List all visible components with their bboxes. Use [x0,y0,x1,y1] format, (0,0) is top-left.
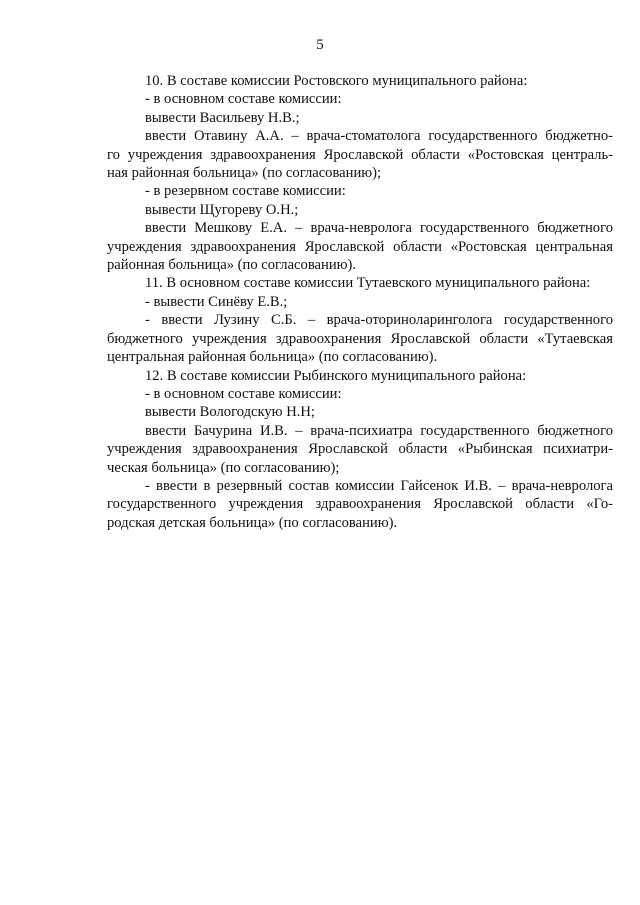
text-line: ческая больница» (по согласованию); [107,459,340,476]
text-line: вывести Щугореву О.Н.; [145,201,299,218]
text-line: вывести Вологодскую Н.Н; [145,404,315,421]
text-line: - в основном составе комиссии: [145,385,342,402]
text-line: центральная районная больница» (по согласованию). [107,349,438,366]
text-line: ввести Мешкову Е.А. – врача-невролога государственного бюджетного [145,220,613,237]
document-body [107,72,613,532]
text-line: родская детская больница» (по согласованию). [107,514,398,531]
text-line: - ввести Лузину С.Б. – врача-оториноларинголога государственного [145,312,613,329]
text-line: бюджетного учреждения здравоохранения Ярославской области «Тутаевская [107,330,613,347]
text-line: - ввести в резервный состав комиссии Гайсенок И.В. – врача-невролога [145,477,613,494]
text-line: 11. В основном составе комиссии Тутаевского муниципального района: [145,275,591,292]
page-number: 5 [316,37,324,53]
text-line: ввести Бачурина И.В. – врача-психиатра государственного бюджетного [145,422,613,439]
text-line: учреждения здравоохранения Ярославской области «Ростовская центральная [107,238,613,255]
text-line: го учреждения здравоохранения Ярославской области «Ростовская централь- [107,146,613,163]
text-line: 12. В составе комиссии Рыбинского муниципального района: [145,367,527,384]
text-line: государственного учреждения здравоохранения Ярославской области «Го- [107,496,613,513]
text-line: 10. В составе комиссии Ростовского муниципального района: [145,73,528,89]
text-line: учреждения здравоохранения Ярославской области «Рыбинская психиатри- [107,441,613,458]
text-line: - вывести Синёву Е.В.; [145,293,288,310]
text-line: вывести Васильеву Н.В.; [145,109,300,126]
text-line: ввести Отавину А.А. – врача-стоматолога государственного бюджетно- [145,128,613,145]
text-line: - в основном составе комиссии: [145,91,342,108]
text-line: районная больница» (по согласованию). [107,257,357,274]
text-line: - в резервном составе комиссии: [145,183,346,200]
text-line: ная районная больница» (по согласованию); [107,165,382,182]
